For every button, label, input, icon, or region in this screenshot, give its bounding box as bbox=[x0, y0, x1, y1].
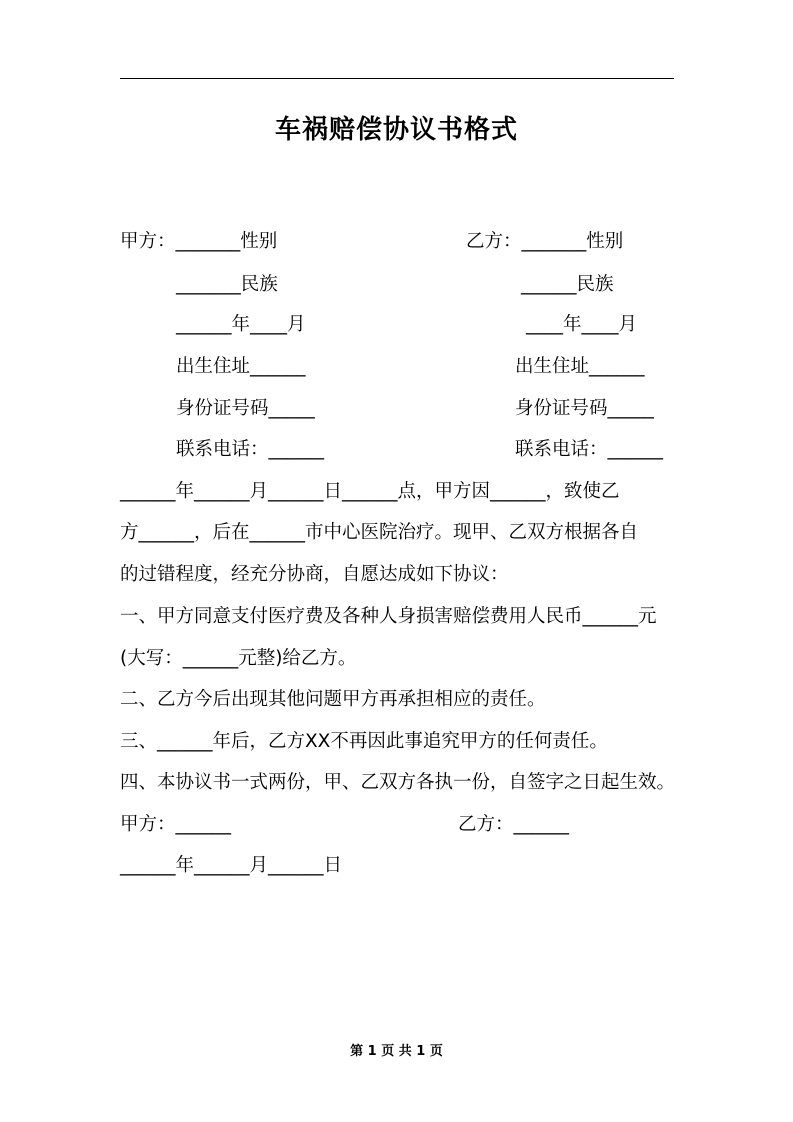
clause-one-continuation: (大写：______元整)给乙方。 bbox=[120, 648, 357, 669]
party-b-address-line: 出生住址______ bbox=[515, 356, 645, 377]
document-title: 车祸赔偿协议书格式 bbox=[274, 115, 518, 145]
party-b-id-line: 身份证号码_____ bbox=[515, 398, 654, 419]
clause-three-line: 三、______年后，乙方XX不再因此事追究甲方的任何责任。 bbox=[120, 731, 608, 752]
party-a-ethnicity-line: _______民族 bbox=[176, 274, 278, 295]
body-line: 的过错程度，经充分协商，自愿达成如下协议： bbox=[120, 564, 509, 585]
party-b-ethnicity-line: ______民族 bbox=[521, 274, 614, 295]
party-a-address-line: 出生住址______ bbox=[176, 356, 306, 377]
party-a-phone-line: 联系电话：______ bbox=[176, 439, 325, 460]
party-b-phone-line: 联系电话：______ bbox=[515, 439, 664, 460]
signature-date-line: ______年______月______日 bbox=[120, 855, 343, 876]
party-b-label-line: 乙方：_______性别 bbox=[466, 231, 624, 252]
party-a-birth-line: ______年____月 bbox=[176, 314, 306, 335]
party-b-birth-line: ____年____月 bbox=[526, 314, 638, 335]
body-line: 方______，后在______市中心医院治疗。现甲、乙双方根据各自 bbox=[120, 522, 639, 543]
header-rule bbox=[120, 78, 674, 79]
signature-party-a: 甲方：______ bbox=[120, 814, 232, 835]
clause-one-line: 一、甲方同意支付医疗费及各种人身损害赔偿费用人民币______元 bbox=[120, 606, 657, 627]
page-number: 第 1 页 共 1 页 bbox=[350, 1044, 443, 1059]
clause-four-line: 四、本协议书一式两份，甲、乙双方各执一份，自签字之日起生效。 bbox=[120, 772, 676, 793]
clause-two-line: 二、乙方今后出现其他问题甲方再承担相应的责任。 bbox=[120, 689, 546, 710]
party-a-id-line: 身份证号码_____ bbox=[176, 398, 315, 419]
signature-party-b: 乙方：______ bbox=[458, 814, 570, 835]
body-line: ______年______月______日______点，甲方因______，致使乙 bbox=[120, 481, 620, 502]
party-a-label-line: 甲方：_______性别 bbox=[120, 231, 278, 252]
